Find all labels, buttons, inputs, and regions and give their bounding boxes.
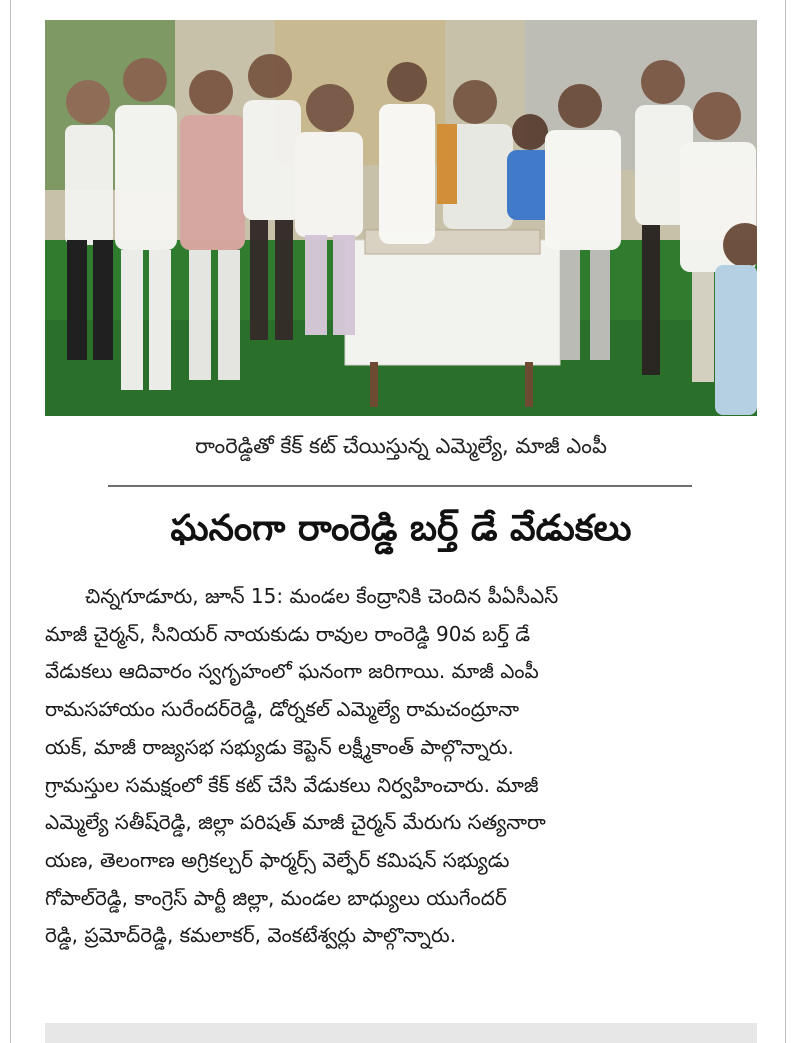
article-line: మాజీ చైర్మన్, సీనియర్ నాయకుడు రావుల రాంరెడ్డి 90వ బర్త్ డే bbox=[45, 621, 531, 646]
article-line: ఎమ్మెల్యే సతీష్‌రెడ్డి, జిల్లా పరిషత్ మాజీ చైర్మన్ మేరుగు సత్యనారా bbox=[45, 810, 546, 835]
article-line: యక్, మాజీ రాజ్యసభ సభ్యుడు కెప్టెన్ లక్ష్మీకాంత్ పాల్గొన్నారు. bbox=[45, 734, 514, 759]
article-line: యణ, తెలంగాణ అగ్రికల్చర్ ఫార్మర్స్ వెల్ఫేర్ కమిషన్ సభ్యుడు bbox=[45, 847, 510, 872]
article-body bbox=[45, 578, 757, 955]
article-line: రామసహాయం సురేందర్‌రెడ్డి, డోర్నకల్ ఎమ్మెల్యే రామచంద్రూనా bbox=[45, 697, 520, 722]
article-line: రెడ్డి, ప్రమోద్‌రెడ్డి, కమలాకర్, వెంకటేశ్వర్లు పాల్గొన్నారు. bbox=[45, 923, 457, 948]
event-photo bbox=[45, 20, 757, 416]
photo-caption: రాంరెడ్డితో కేక్ కట్ చేయిస్తున్న ఎమ్మెల్యే, మాజీ ఎంపీ bbox=[195, 434, 607, 458]
article-line: వేడుకలు ఆదివారం స్వగృహంలో ఘనంగా జరిగాయి. మాజీ ఎంపీ bbox=[45, 659, 539, 684]
article-line: గ్రామస్తుల సమక్షంలో కేక్ కట్ చేసి వేడుకలు నిర్వహించారు. మాజీ bbox=[45, 772, 539, 797]
article-line: చిన్నగూడూరు, జూన్ 15: మండల కేంద్రానికి చెందిన పీఏసీఎస్ bbox=[85, 584, 559, 608]
photo-icon bbox=[45, 20, 757, 416]
headline-rule bbox=[108, 485, 692, 487]
article-headline: ఘనంగా రాంరెడ్డి బర్త్ డే వేడుకలు bbox=[170, 508, 632, 549]
article-line: గోపాల్‌రెడ్డి, కాంగ్రెస్ పార్టీ జిల్లా, మండల బాధ్యులు యుగేందర్ bbox=[45, 885, 507, 910]
bottom-image-strip bbox=[45, 1023, 757, 1043]
